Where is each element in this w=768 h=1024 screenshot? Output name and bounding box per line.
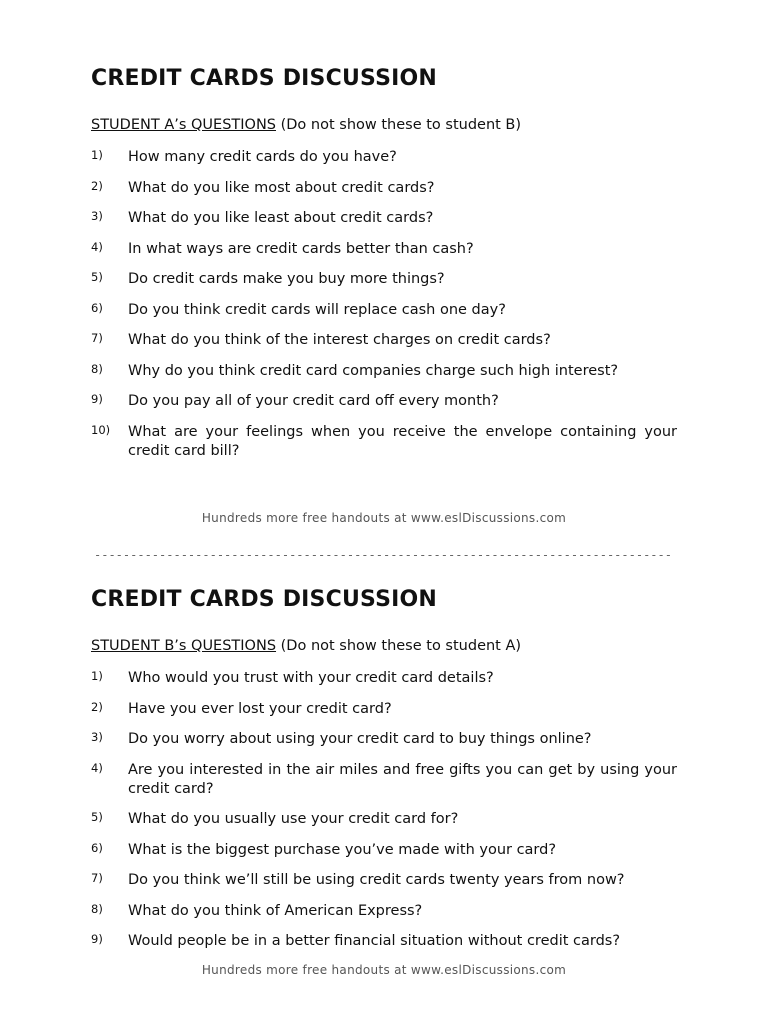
question-text: Would people be in a better financial situation without credit cards?	[128, 933, 621, 949]
page-title: CREDIT CARDS DISCUSSION	[91, 587, 438, 612]
question-number: 8)	[91, 901, 103, 916]
question-number: 7)	[91, 871, 103, 885]
question-text: What are your feelings when you receive the envelope containing your credit card bill?	[128, 423, 677, 459]
question-text: What do you usually use your credit card for?	[128, 811, 459, 827]
question-text: What do you think of the interest charges on credit cards?	[128, 332, 551, 348]
footer-credit: Hundreds more free handouts at www.eslDiscussions.com	[201, 963, 567, 977]
question-text: Have you ever lost your credit card?	[128, 700, 392, 717]
question-number: 2)	[91, 178, 103, 193]
list-item	[91, 148, 677, 167]
question-text: Who would you trust with your credit card details?	[128, 670, 494, 686]
question-text: How many credit cards do you have?	[128, 149, 397, 165]
question-number: 5)	[91, 270, 103, 284]
question-number: 3)	[91, 730, 103, 744]
list-item	[91, 179, 677, 198]
list-item	[91, 810, 677, 829]
list-item	[91, 240, 677, 259]
question-number: 4)	[91, 760, 103, 775]
instruction-note: (Do not show these to student A)	[280, 638, 522, 654]
question-list	[91, 669, 677, 951]
question-list	[91, 148, 677, 461]
question-number: 5)	[91, 810, 103, 824]
list-item	[91, 761, 677, 799]
list-item	[91, 700, 677, 719]
list-item	[91, 423, 677, 461]
cut-line-divider: --------------------------------------------------------------------------------	[94, 548, 672, 562]
list-item	[91, 301, 677, 320]
list-item	[91, 270, 677, 289]
list-item	[91, 392, 677, 411]
question-number: 10)	[91, 422, 111, 437]
footer-credit: Hundreds more free handouts at www.eslDiscussions.com	[201, 511, 567, 525]
question-number: 9)	[91, 392, 103, 406]
instruction-note: (Do not show these to student B)	[280, 117, 522, 133]
question-text: Are you interested in the air miles and free gifts you can get by using your credit card?	[128, 761, 677, 797]
question-number: 2)	[91, 699, 103, 714]
list-item	[91, 362, 677, 381]
question-text: What do you like most about credit cards?	[128, 179, 435, 196]
question-number: 6)	[91, 300, 103, 315]
question-number: 7)	[91, 331, 103, 345]
list-item	[91, 871, 677, 890]
student-a-heading: STUDENT A’s QUESTIONS	[91, 117, 276, 133]
section-subtitle	[91, 637, 677, 655]
question-text: Do you think we’ll still be using credit cards twenty years from now?	[128, 872, 625, 888]
question-number: 4)	[91, 239, 103, 254]
student-a-section	[91, 64, 677, 472]
question-text: Why do you think credit card companies charge such high interest?	[128, 362, 619, 379]
question-text: What is the biggest purchase you’ve made with your card?	[128, 841, 557, 858]
question-number: 9)	[91, 932, 103, 946]
question-text: Do you pay all of your credit card off every month?	[128, 393, 499, 409]
list-item	[91, 209, 677, 228]
question-text: What do you like least about credit cards?	[128, 210, 434, 226]
list-item	[91, 730, 677, 749]
question-number: 1)	[91, 148, 103, 162]
question-number: 1)	[91, 669, 103, 683]
question-number: 6)	[91, 840, 103, 855]
page-title: CREDIT CARDS DISCUSSION	[91, 66, 438, 91]
question-number: 3)	[91, 209, 103, 223]
question-text: Do you worry about using your credit card to buy things online?	[128, 731, 592, 747]
question-text: What do you think of American Express?	[128, 902, 423, 919]
student-b-heading: STUDENT B’s QUESTIONS	[91, 638, 277, 654]
question-text: Do you think credit cards will replace cash one day?	[128, 301, 506, 318]
list-item	[91, 902, 677, 921]
list-item	[91, 841, 677, 860]
section-subtitle	[91, 116, 677, 134]
list-item	[91, 932, 677, 951]
question-number: 8)	[91, 361, 103, 376]
list-item	[91, 331, 677, 350]
student-b-section	[91, 585, 677, 963]
question-text: In what ways are credit cards better than cash?	[128, 240, 474, 257]
list-item	[91, 669, 677, 688]
question-text: Do credit cards make you buy more things?	[128, 271, 445, 287]
